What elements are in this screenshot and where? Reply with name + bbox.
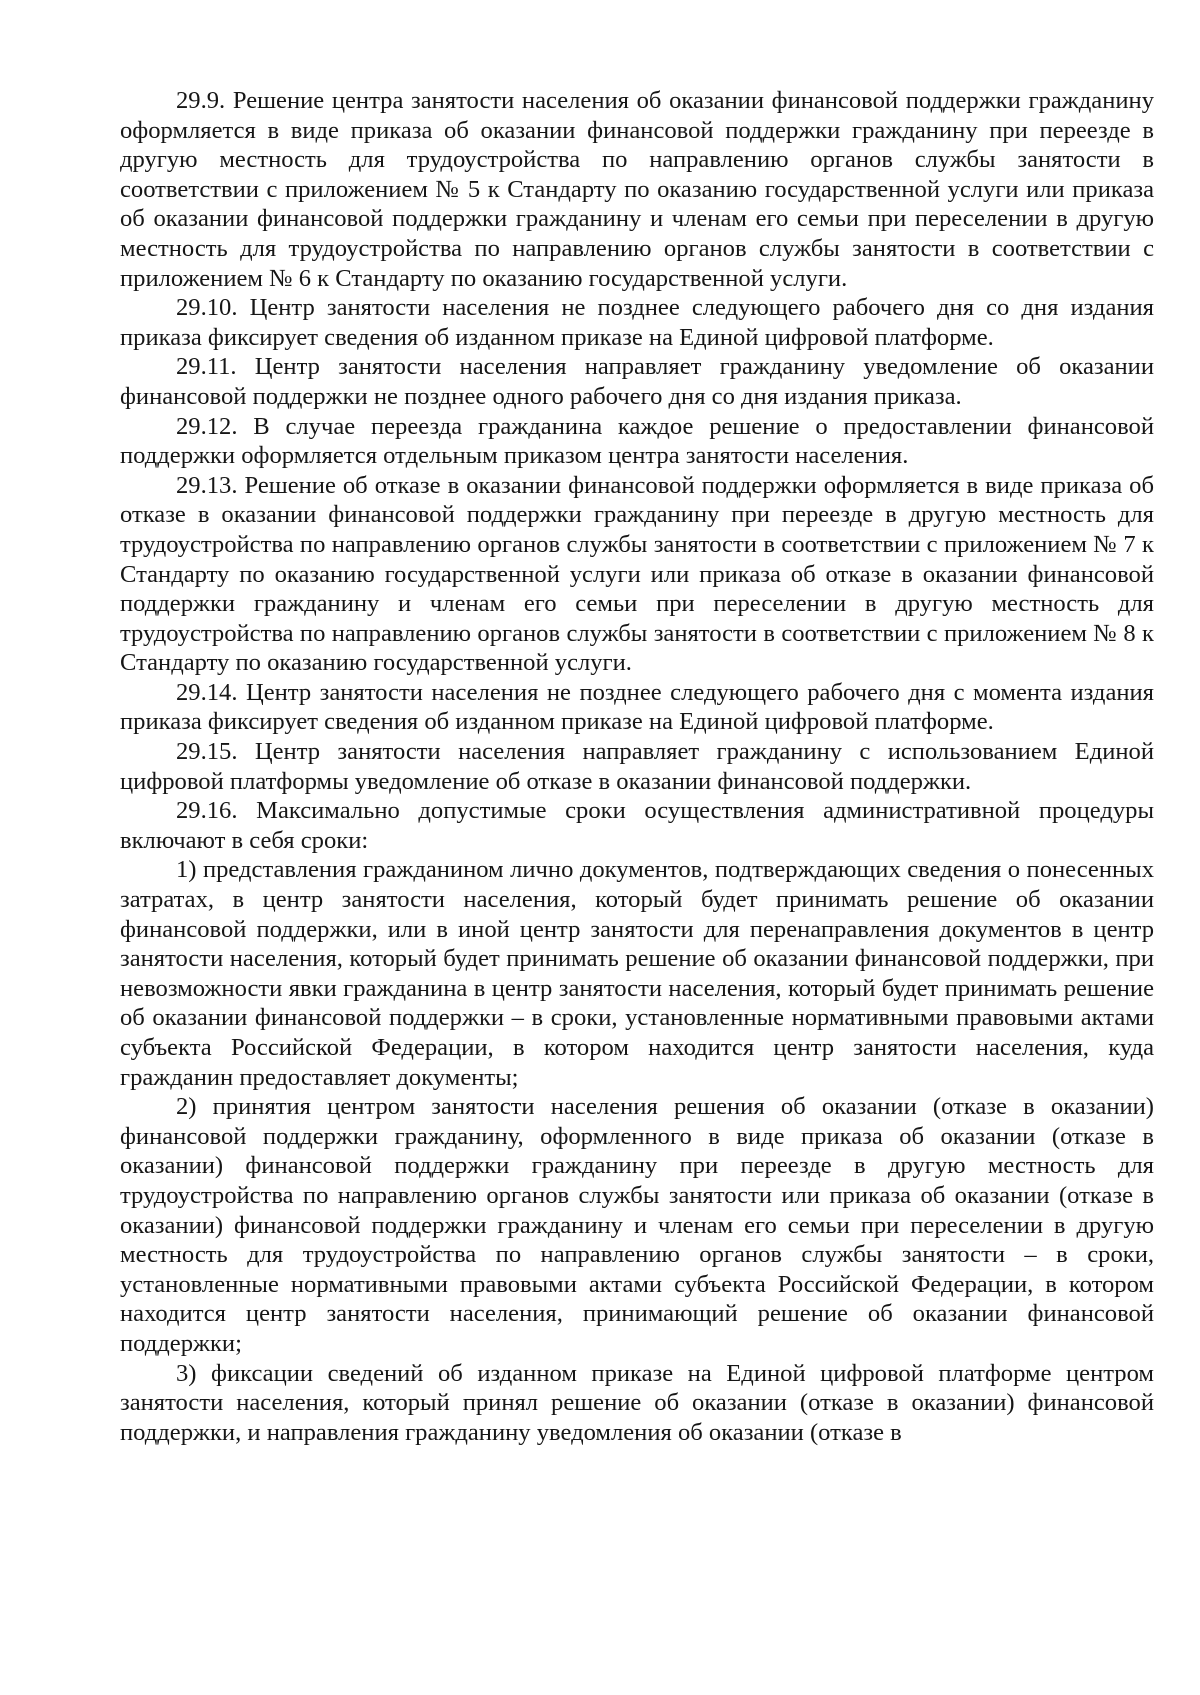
paragraph-29-9: 29.9. Решение центра занятости населения об оказании финансовой поддержки гражданину оформляется в виде приказа об оказании финансовой поддержки гражданину при переезде в другую местность для трудоустройства по направлению органов службы занятости в соответствии с приложением № 5 к Стандарту по оказанию государственной услуги или приказа об оказании финансовой поддержки гражданину и членам его семьи при переселении в другую местность для трудоустройства по направлению органов службы занятости в соответствии с приложением № 6 к Стандарту по оказанию государственной услуги.	[120, 87, 1154, 292]
paragraph-29-14: 29.14. Центр занятости населения не позднее следующего рабочего дня с момента издания приказа фиксирует сведения об изданном приказе на Единой цифровой платформе.	[120, 678, 1154, 736]
paragraph-29-10: 29.10. Центр занятости населения не позднее следующего рабочего дня со дня издания приказа фиксирует сведения об изданном приказе на Единой цифровой платформе.	[120, 294, 1154, 351]
paragraph-29-16: 29.16. Максимально допустимые сроки осуществления административной процедуры включают в себя сроки:	[120, 797, 1154, 854]
paragraph-29-12: 29.12. В случае переезда гражданина каждое решение о предоставлении финансовой поддержки оформляется отдельным приказом центра занятости населения.	[120, 412, 1154, 470]
list-item-3: 3) фиксации сведений об изданном приказе на Единой цифровой платформе центром занятости населения, который принял решение об оказании (отказе в оказании) финансовой поддержки, и направления гражданину уведомления об оказании (отказе в	[120, 1359, 1154, 1446]
list-item-2: 2) принятия центром занятости населения решения об оказании (отказе в оказании) финансовой поддержки гражданину, оформленного в виде приказа об оказании (отказе в оказании) финансовой поддержки гражданину при переезде в другую местность для трудоустройства по направлению органов службы занятости или приказа об оказании (отказе в оказании) финансовой поддержки гражданину и членам его семьи при переселении в другую местность для трудоустройства по направлению органов службы занятости – в сроки, установленные нормативными правовыми актами субъекта Российской Федерации, в котором находится центр занятости населения, принимающий решение об оказании финансовой поддержки;	[120, 1093, 1154, 1357]
list-item-1: 1) представления гражданином лично документов, подтверждающих сведения о понесенных затратах, в центр занятости населения, который будет принимать решение об оказании финансовой поддержки, или в иной центр занятости для перенаправления документов в центр занятости населения, который будет принимать решение об оказании финансовой поддержки, при невозможности явки гражданина в центр занятости населения, который будет принимать решение об оказании финансовой поддержки – в сроки, установленные нормативными правовыми актами субъекта Российской Федерации, в котором находится центр занятости населения, куда гражданин предоставляет документы;	[120, 856, 1154, 1091]
paragraph-29-13: 29.13. Решение об отказе в оказании финансовой поддержки оформляется в виде приказа об отказе в оказании финансовой поддержки гражданину при переезде в другую местность для трудоустройства по направлению органов службы занятости в соответствии с приложением № 7 к Стандарту по оказанию государственной услуги или приказа об отказе в оказании финансовой поддержки гражданину и членам его семьи при переселении в другую местность для трудоустройства по направлению органов службы занятости в соответствии с приложением № 8 к Стандарту по оказанию государственной услуги.	[120, 471, 1154, 677]
paragraph-29-11: 29.11. Центр занятости населения направляет гражданину уведомление об оказании финансовой поддержки не позднее одного рабочего дня со дня издания приказа.	[120, 353, 1154, 410]
paragraph-29-15: 29.15. Центр занятости населения направляет гражданину с использованием Единой цифровой платформы уведомление об отказе в оказании финансовой поддержки.	[120, 738, 1154, 795]
document-page	[120, 86, 1154, 1447]
